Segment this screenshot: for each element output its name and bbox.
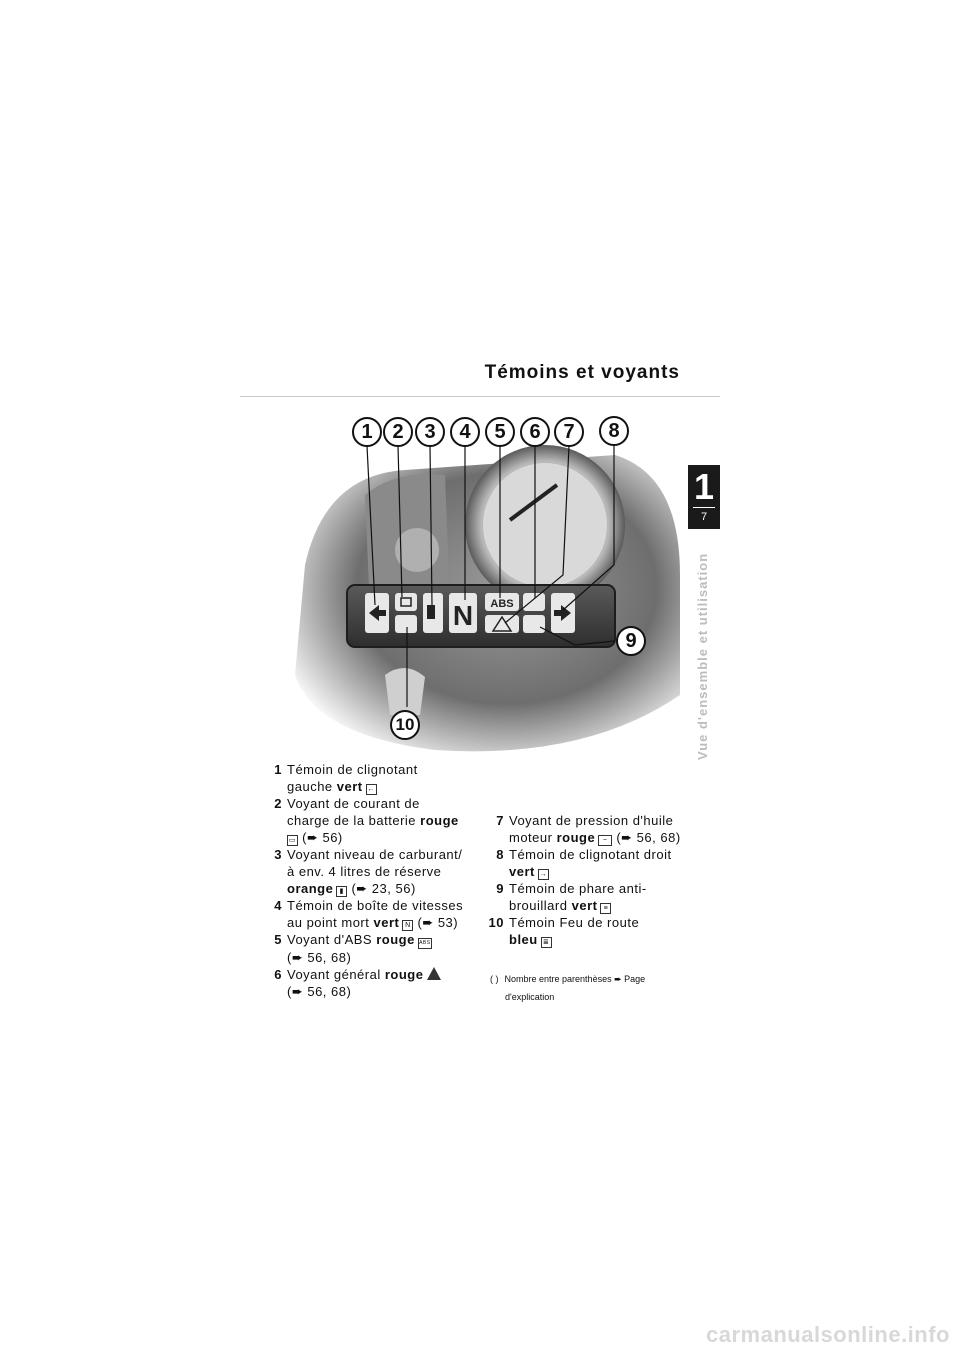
sidebar-section-title: Vue d'ensemble et utilisation — [695, 552, 710, 760]
callout-5: 5 — [485, 417, 515, 447]
callout-6: 6 — [520, 417, 550, 447]
instrument-cluster-photo — [285, 415, 685, 760]
left-arrow-icon: ← — [367, 786, 375, 793]
chapter-number: 1 — [693, 466, 715, 507]
title-rule — [240, 396, 720, 397]
page-number: 7 — [700, 511, 708, 523]
instrument-cluster-illustration — [285, 415, 685, 760]
callout-8: 8 — [599, 416, 629, 446]
legend-item-2: 2 Voyant de courant de charge de la batterie rouge ▭ (➨ 56) — [274, 796, 459, 845]
abs-icon: ABS — [418, 938, 432, 949]
legend-column-right — [484, 812, 684, 948]
callout-4: 4 — [450, 417, 480, 447]
callout-10: 10 — [390, 710, 420, 740]
battery-icon: ▭ — [288, 837, 297, 844]
chapter-tab — [688, 465, 720, 529]
warning-triangle-icon — [427, 967, 441, 980]
legend-item-3: 3 Voyant niveau de carburant/ à env. 4 litres de réserve orange ▮ (➨ 23, 56) — [274, 847, 463, 896]
page-title: Témoins et voyants — [484, 362, 680, 383]
callout-1: 1 — [352, 417, 382, 447]
legend-item-1: 1 Témoin de clignotant gauche vert ← — [274, 762, 418, 794]
legend-item-10: 10 Témoin Feu de route bleu ≣ — [488, 915, 640, 947]
callout-7: 7 — [554, 417, 584, 447]
abs-label: ABS — [490, 598, 514, 610]
legend-item-4: 4 Témoin de boîte de vitesses au point mort vert N (➨ 53) — [274, 898, 464, 930]
legend-item-9: 9 Témoin de phare anti- brouillard vert ≡ — [496, 881, 647, 913]
callout-9: 9 — [616, 626, 646, 656]
callout-3: 3 — [415, 417, 445, 447]
right-arrow-icon: → — [539, 871, 548, 878]
neutral-label: N — [452, 600, 474, 631]
callout-2: 2 — [383, 417, 413, 447]
watermark: carmanualsonline.info — [706, 1322, 950, 1347]
legend-item-5: 5 Voyant d'ABS rouge ABS (➨ 56, 68) — [274, 932, 431, 965]
legend-item-7: 7 Voyant de pression d'huile moteur rouge ~ (➨ 56, 68) — [496, 813, 681, 845]
fog-light-icon: ≡ — [600, 903, 611, 914]
neutral-icon: N — [402, 920, 413, 931]
fuel-icon: ▮ — [336, 886, 347, 897]
legend-item-8: 8 Témoin de clignotant droit vert → — [496, 847, 672, 879]
footnote: ( ) Nombre entre parenthèses ➨ Page d'explication — [490, 974, 646, 1002]
legend-column-left — [262, 761, 474, 1000]
high-beam-icon: ≣ — [541, 937, 552, 948]
oil-can-icon: ~ — [598, 835, 612, 846]
legend-item-6: 6 Voyant général rouge (➨ 56, 68) — [262, 966, 474, 1000]
